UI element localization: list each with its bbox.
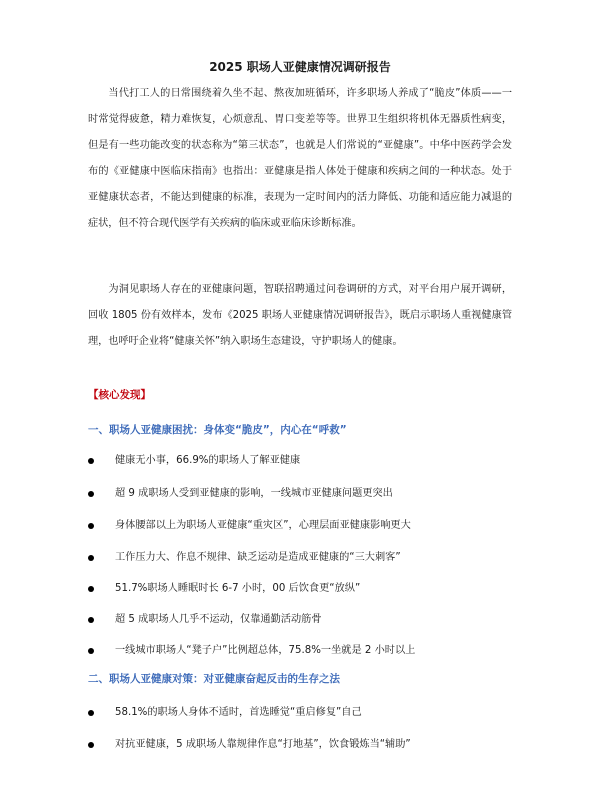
bullet-text: 51.7%职场人睡眠时长 6-7 小时，00 后饮食更“放纵” (115, 583, 361, 594)
bullet-dot-icon (88, 617, 94, 623)
bullet-dot-icon (88, 648, 94, 654)
bullet-text: 工作压力大、作息不规律、缺乏运动是造成亚健康的“三大刺客” (115, 552, 401, 563)
bullet-text: 超 5 成职场人几乎不运动，仅靠通勤活动筋骨 (115, 614, 322, 625)
method-paragraph: 为洞见职场人存在的亚健康问题，智联招聘通过问卷调研的方式，对平台用户展开调研，回收 1805 份有效样本，发布《2025 职场人亚健康情况调研报告》，既启示职场人重视健康管理，也呼吁企业将“健康关怀”纳入职场生态建设，守护职场人的健康。 (88, 284, 512, 347)
bullet-dot-icon (88, 555, 94, 561)
bullet-dot-icon (88, 523, 94, 529)
core-findings-heading: 【核心发现】 (88, 389, 151, 401)
section-heading-2: 二、职场人亚健康对策：对亚健康奋起反击的生存之法 (88, 673, 340, 685)
intro-paragraph: 当代打工人的日常围绕着久坐不起、熬夜加班循环，许多职场人养成了“脆皮”体质——一时常觉得疲惫，精力难恢复，心烦意乱、胃口变差等等。世界卫生组织将机体无器质性病变，但是有一些功能改变的状态称为“第三状态”，也就是人们常说的“亚健康”。中华中医药学会发布的《亚健康中医临床指南》也指出：亚健康是指人体处于健康和疾病之间的一种状态。处于亚健康状态者，不能达到健康的标准，表现为一定时间内的活力降低、功能和适应能力减退的症状，但不符合现代医学有关疾病的临床或亚临床诊断标准。 (88, 88, 512, 229)
bullet-dot-icon (88, 491, 94, 497)
bullet-dot-icon (88, 742, 94, 748)
bullet-text: 对抗亚健康，5 成职场人靠规律作息“打地基”，饮食锻炼当“辅助” (115, 739, 411, 750)
bullet-dot-icon (88, 458, 94, 464)
bullet-text: 超 9 成职场人受到亚健康的影响，一线城市亚健康问题更突出 (115, 488, 393, 499)
bullet-text: 健康无小事，66.9%的职场人了解亚健康 (115, 455, 301, 466)
bullet-text: 身体腰部以上为职场人亚健康“重灾区”，心理层面亚健康影响更大 (115, 520, 411, 531)
report-title: 2025 职场人亚健康情况调研报告 (209, 60, 391, 74)
section-heading-1: 一、职场人亚健康困扰：身体变“脆皮”，内心在“呼救” (88, 424, 347, 436)
bullet-text: 58.1%的职场人身体不适时，首选睡觉“重启修复”自己 (115, 707, 362, 718)
bullet-dot-icon (88, 586, 94, 592)
bullet-dot-icon (88, 710, 94, 716)
bullet-text: 一线城市职场人“凳子户”比例超总体，75.8%一坐就是 2 小时以上 (115, 645, 416, 656)
